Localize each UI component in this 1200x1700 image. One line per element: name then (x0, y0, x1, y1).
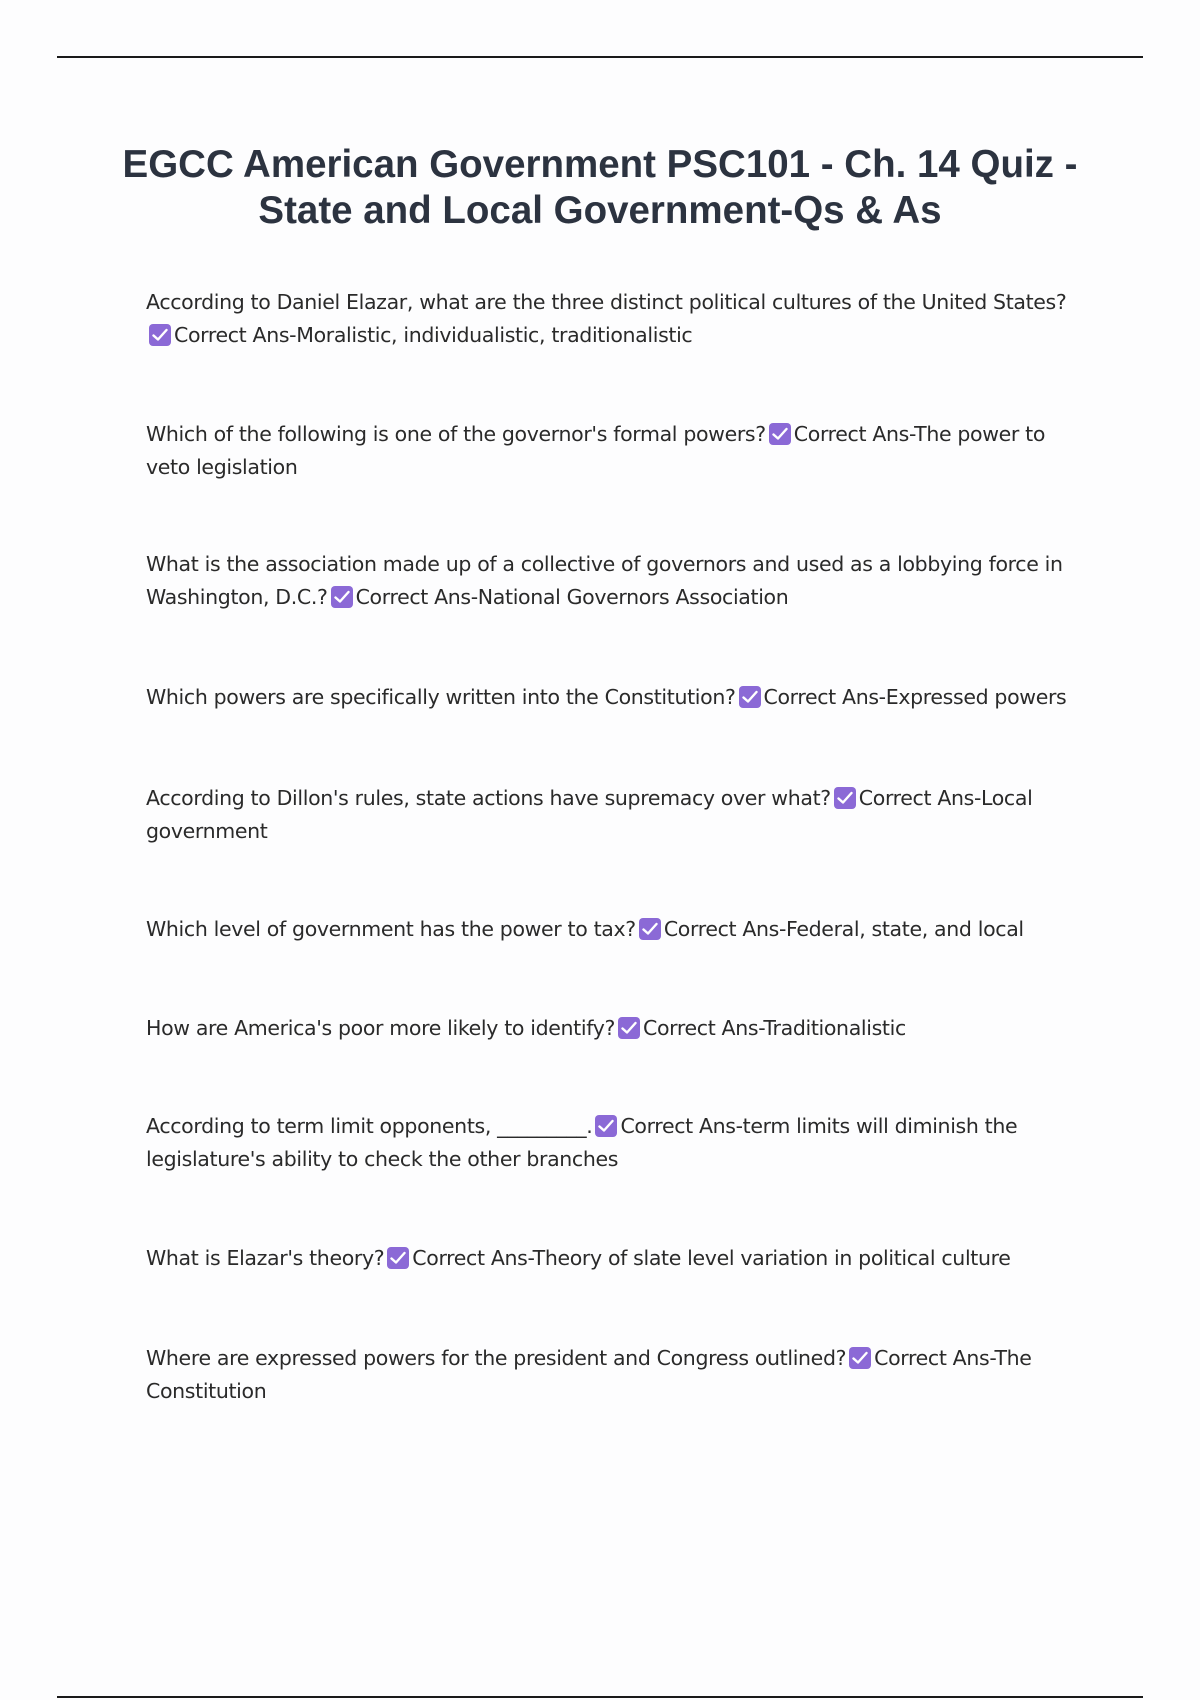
qa-item (146, 913, 1076, 946)
question-text: What is the association made up of a collective of governors and used as a lobbying force in Washington, D.C.? (146, 552, 1063, 609)
checkbox-checked-icon (387, 1247, 409, 1269)
checkbox-checked-icon (834, 787, 856, 809)
qa-item (146, 1012, 1076, 1045)
answer-text: Correct Ans-Expressed powers (763, 685, 1067, 709)
checkbox-checked-icon (331, 586, 353, 608)
answer-text: Correct Ans-Local government (146, 786, 1033, 843)
qa-item (146, 1242, 1076, 1275)
checkbox-checked-icon (618, 1017, 640, 1039)
answer-text: Correct Ans-National Governors Association (355, 585, 789, 609)
answer-text: Correct Ans-Moralistic, individualistic, traditionalistic (174, 323, 693, 347)
top-rule (57, 56, 1143, 58)
qa-item (146, 418, 1076, 484)
checkbox-checked-icon (639, 918, 661, 940)
answer-text: Correct Ans-The power to veto legislation (146, 422, 1046, 479)
question-text: How are America's poor more likely to identify? (146, 1016, 616, 1040)
checkbox-checked-icon (595, 1115, 617, 1137)
question-text: Where are expressed powers for the president and Congress outlined? (146, 1346, 847, 1370)
question-text: Which level of government has the power to tax? (146, 917, 636, 941)
question-text: According to Daniel Elazar, what are the three distinct political cultures of the United States? (146, 290, 1067, 314)
answer-text: Correct Ans-The Constitution (146, 1346, 1032, 1403)
question-text: Which of the following is one of the governor's formal powers? (146, 422, 766, 446)
question-text: According to term limit opponents, _________. (146, 1114, 593, 1138)
checkbox-checked-icon (739, 686, 761, 708)
question-text: Which powers are specifically written into the Constitution? (146, 685, 736, 709)
question-text: What is Elazar's theory? (146, 1246, 385, 1270)
answer-text: Correct Ans-Traditionalistic (643, 1016, 906, 1040)
qa-item (146, 1110, 1076, 1176)
checkbox-checked-icon (149, 324, 171, 346)
answer-text: Correct Ans-Theory of slate level variation in political culture (412, 1246, 1011, 1270)
document-title: EGCC American Government PSC101 - Ch. 14 Quiz - State and Local Government-Qs & As (122, 143, 1078, 232)
checkbox-checked-icon (849, 1347, 871, 1369)
answer-text: Correct Ans-term limits will diminish the legislature's ability to check the other branches (146, 1114, 1018, 1171)
qa-item (146, 1342, 1076, 1408)
answer-text: Correct Ans-Federal, state, and local (663, 917, 1024, 941)
qa-item (146, 782, 1076, 848)
checkbox-checked-icon (769, 423, 791, 445)
qa-item (146, 548, 1076, 614)
qa-item (146, 681, 1076, 714)
bottom-rule (57, 1696, 1143, 1698)
qa-item (146, 286, 1076, 352)
question-text: According to Dillon's rules, state actions have supremacy over what? (146, 786, 831, 810)
